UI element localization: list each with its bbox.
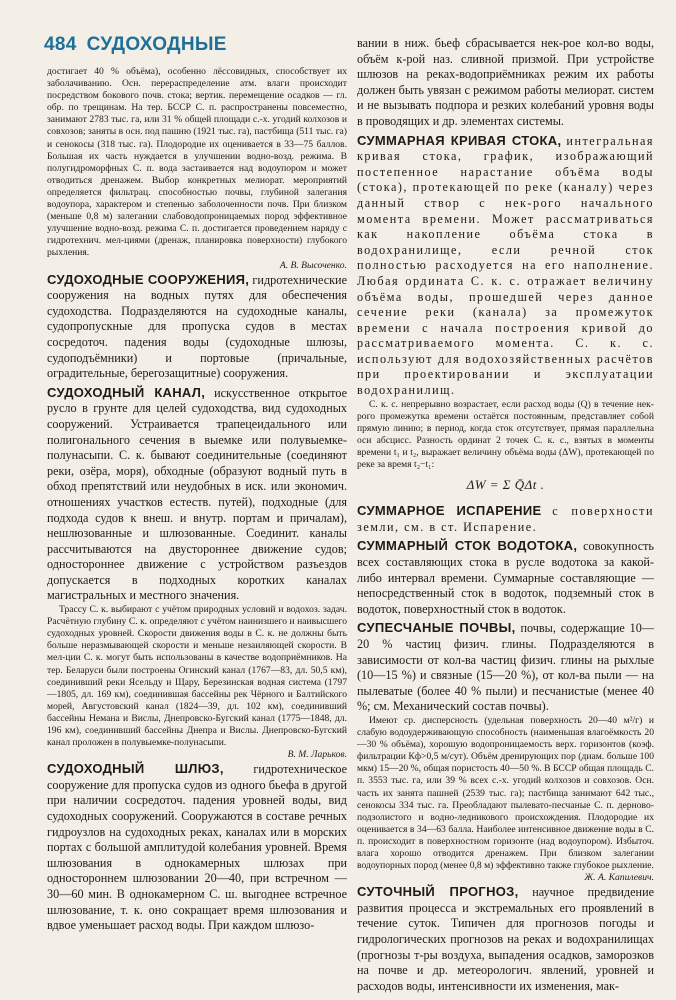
article-text: научное предвидение развития процесса и экстремальных его проявлений в течение суток. Типичен для прогнозов погоды и гидрологических прогнозов на реках и водохранилищах (прогнозы т-ры воздуха, выпадения осадков, заморозков на почве и др. метеорологич. явлений, уровней и расходов воды, интенсивности их изменения, мак- xyxy=(357,885,655,993)
article-text: почвы, содержащие 10—20 % частиц физич. глины. Подразделяются в зависимости от кол-ва частиц физич. глины на рыхлые (10—15 %) и связные (15—20 %), от кол-ва пыли — на пылеватые (более 40 % пыли) и песчанистые (менее 40 %; см. Механический состав почвы). xyxy=(357,621,655,714)
prev-article-end: достигает 40 % объёма), особенно лёссовидных, способствует их заболачиванию. Осн. перераспределение атм. влаги происходит посредством бокового почв. стока; вертик. перемещение осадков — гл. обр. по трещинам. На тер. БССР С. п. распространены повсеместно, занимают 2783 тыс. га, или 31 % общей площади с.-х. угодий колхозов и совхозов; заняты в осн. под пашню (1921 тыс. га), пастбища (511 тыс. га) и сенокосы (318 тыс. га). Плодородие их оценивается в 33—75 баллов. Большая их часть нуждается в улучшении водно-возд. режима. В полугидроморфных С. п. вода застаивается над водоупором и может отводиться дренажем. Выбор конкретных мелиорат. мероприятий определяется фильтрац. способностью почвы, глубиной залегания водоупора, характером и степенью заболоченности почв. При близком (меньше 0,8 м) залегании слабоводопроницаемых пород эффективное улучшение водно-возд. режима С. п. достигается проведением наряду с гидротехнич. мел-циями (дренаж, планировка поверхности) глубокого рыхления. xyxy=(47,66,347,259)
article-signature: Ж. А. Капилевич. xyxy=(584,872,654,884)
running-title: СУДОХОДНЫЕ xyxy=(86,34,227,55)
right-column xyxy=(357,36,654,994)
article-sutochny-prognoz xyxy=(357,884,654,994)
article-small-text: Имеют ср. дисперсность (удельная поверхность 20—40 м²/г) и слабую водоудерживающую способность (наименьшая влагоёмкость 20—30 % объёма), хорошую водопроницаемость верх. горизонтов (коэф. фильтрации Кф>0,5 м/сут). Объём дренирующих пор (диам. больше 100 мкм) 15—20 %, общая пористость 40—50 %. В БССР общая площадь С. п. 3553 тыс. га, или 39 % всех с.-х. угодий колхозов и совхозов. Осн. часть их занята пашней (2539 тыс. га); пастбища занимают 642 тыс., сенокосы 334 тыс. га. Преобладают пылевато-песчаные С. п. дерново-подзолистого и водно-ледникового происхождения. Плодородие их оценивается в 34—63 балла. Наиболее интенсивное движение воды в С. п. происходит в поверхностном горизонте (над водоупором). Избыточ. влага хорошо отводится дренажем. При близком залегании водоупорных пород (менее 0,8 м) эффективно также глубокое рыхление. xyxy=(357,714,654,872)
article-sudokhodny-shlyuz xyxy=(47,761,347,934)
article-sudokhodnye-sooruzheniya xyxy=(47,272,347,382)
article-text: с поверхности земли, см. в ст. Испарение. xyxy=(357,504,654,534)
article-summarnoe-isparenie xyxy=(357,503,654,535)
prev-article-signature: А. В. Высоченко. xyxy=(279,259,347,271)
headword: СУММАРНАЯ КРИВАЯ СТОКА, xyxy=(357,132,562,148)
article-text: гидротехнические сооружения на водных путях для обеспечения судоходства. Подразделяются на судоходные каналы, судопропускные для пропуска судов в местах сосредоточ. падения воды (судоходные шлюзы, судоподъёмники) и портовые (причальные, оградительные, берегозащитные) сооружения. xyxy=(47,272,347,381)
formula: ΔW = Σ Q̄Δt . xyxy=(466,477,545,493)
article-text: интегральная кривая стока, график, изображающий постепенное нарастание объёма воды (стока), протекающей по реке (каналу) через данный створ с нек-рого начального момента времени. Может рассматриваться как накопление объёма стока в водохранилище, если речной сток полностью расходуется на его наполнение. Любая ордината С. к. с. отражает величину объёма воды, прошедшей через данное сечение реки (канала) за промежуток времени с начала построения кривой до рассматриваемого момента. С. к. с. используют для водохозяйственных расчётов при проектировании и эксплуатации водохранилищ. xyxy=(357,133,654,398)
headword: СУПЕСЧАНЫЕ ПОЧВЫ, xyxy=(357,620,516,636)
headword: СУММАРНЫЙ СТОК ВОДОТОКА, xyxy=(357,538,578,554)
article-small-text: Трассу С. к. выбирают с учётом природных условий и водохоз. задач. Расчётную глубину С. к. определяют с учётом наинизшего и наивысшего судоходных уровней. Скорости движения воды в С. к. не должны быть больше неразмывающей скорости и меньше незаиляющей скорости. В мел-ции С. к. могут быть использованы в качестве водоприёмников. На тер. Беларуси были построены Огинский канал (1767—83, дл. 50,5 км), соединивший реки Ясельду и Щару, Березинская водная система (1797—1805, дл. 169 км), соединившая бассейны рек Чёрного и Балтийского морей, Августовский канал (1824—39, дл. 102 км), соединивший бассейны Немана и Вислы, Днепровско-Бугский канал (1775—1848, дл. 196 км), соединивший бассейны Днепра и Вислы. Днепровско-Бугский канал проложен в полувыемке-полунасыпи. xyxy=(47,604,347,749)
article-signature: В. М. Ларьков. xyxy=(287,749,347,761)
page-number: 484 xyxy=(44,34,77,55)
article-sudokhodny-kanal xyxy=(47,385,347,604)
headword: СУДОХОДНЫЕ СООРУЖЕНИЯ, xyxy=(47,271,250,287)
article-continuation: вании в ниж. бьеф сбрасывается нек-рое кол-во воды, объём к-рой наз. сливной призмой. При устройстве шлюзов на реках-водоприёмниках режим их работы должен быть увязан с режимом работы мелиорат. систем и не вызывать подпора и резких колебаний уровня воды в проводящих и др. элементах системы. xyxy=(357,36,654,128)
article-supeschanye-pochvy xyxy=(357,620,654,715)
article-text: гидротехническое сооружение для пропуска судов из одного бьефа в другой при наличии сосредоточ. падения уровней воды, вид судоходных сооружений. Сооружаются в составе речных гидроузлов на судоходных реках, каналах или в морских портах с большой амплитудой колебания уровней. Время шлюзования в однокамерных шлюзах при одностороннем шлюзовании 20—40, при встречном — 30—60 мин. В однокамерном С. ш. выгоднее встречное шлюзование, т. к. оно сокращает время шлюзования и вдвое уменьшает расход воды. При каждом шлюзо- xyxy=(47,762,347,933)
article-text: совокупность всех составляющих стока в русле водотока за какой-либо интервал времени. Суммарные составляющие — непосредственный сток в водоток, подземный сток в водоток, поверхностный сток в водоток. xyxy=(357,539,654,616)
article-summarnaya-krivaya-stoka xyxy=(357,133,654,399)
headword: СУММАРНОЕ ИСПАРЕНИЕ xyxy=(357,503,542,519)
article-small-text: С. к. с. непрерывно возрастает, если расход воды (Q) в течение нек-рого промежутка времени остаётся постоянным, представляет собой прямую линию; в период, когда сток отсутствует, прямая параллельна оси абсцисс. Разность ординат 2 точек С. к. с., взятых в моменты времени t₁ и t₂, выражает величину объёма воды (ΔW), протекающей по реке за время t₂−t₁: xyxy=(357,398,654,471)
headword: СУДОХОДНЫЙ КАНАЛ, xyxy=(47,384,206,400)
headword: СУТОЧНЫЙ ПРОГНОЗ, xyxy=(357,884,519,900)
article-summarny-stok-vodotoka xyxy=(357,538,654,617)
headword: СУДОХОДНЫЙ ШЛЮЗ, xyxy=(47,761,224,777)
article-text: искусственное открытое русло в грунте для целей судоходства, вид судоходных сооружений. Устраивается трапецеидального или полигонального сечения в выемке или полувыемке-полунасыпи. С. к. бывают соединительные (соединяют реки, озёра, моря), обходные (образуют водный путь в обход препятствий или неудобных в иск. или экономич. отношениях участков естеств. путей), подходные (для подхода судов к внеш. и внутр. портам и причалам), нешлюзованные и шлюзованные. Соединит. каналы рассчитываются на двустороннее движение судов; одностороннее движение с устройством разъездов допускается в подходных коротких каналах магистральных и местного значения. xyxy=(47,385,347,603)
page-header xyxy=(44,34,237,56)
left-column xyxy=(47,66,347,934)
